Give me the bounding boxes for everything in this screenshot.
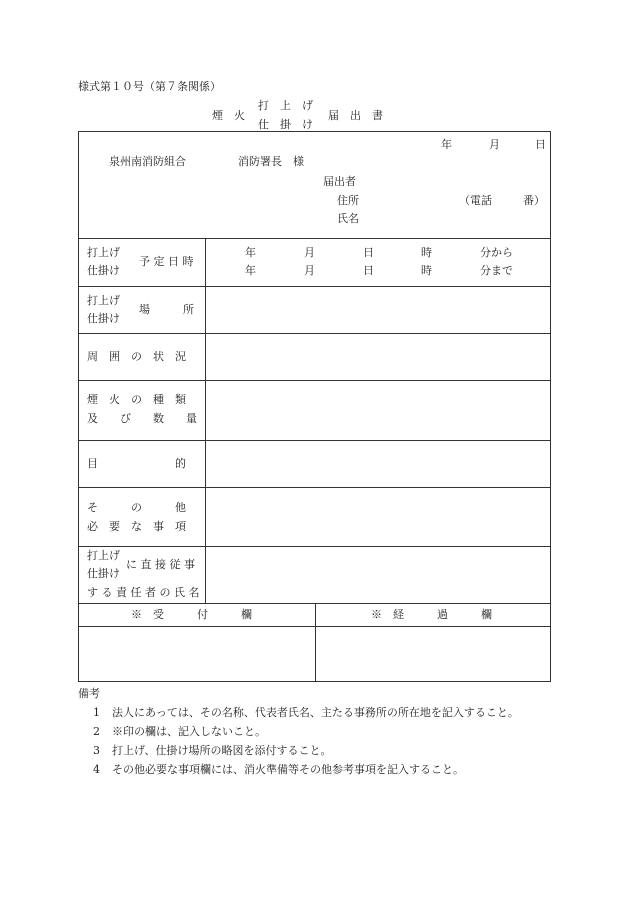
date-day-label: 日 xyxy=(535,138,546,151)
address-label: 住所 xyxy=(337,194,359,207)
date-month-label: 月 xyxy=(489,138,500,151)
title-shikake: 仕 掛 け xyxy=(258,118,313,131)
progress-column-header: ※ 経 過 欄 xyxy=(371,608,492,621)
place-label-shikake: 仕掛け xyxy=(87,312,120,325)
responsible-label-line3: す る 責 任 者 の 氏 名 xyxy=(87,586,200,599)
remarks-item-number: 1 xyxy=(93,706,100,719)
kind-label: 煙 火 の 種 類 xyxy=(87,393,186,406)
remarks-item xyxy=(78,741,332,760)
row-divider xyxy=(79,440,550,441)
schedule-from-minute: 分から xyxy=(480,246,513,259)
addressee-title: 消防署長 様 xyxy=(238,155,304,168)
place-label-main: 場 所 xyxy=(139,303,194,316)
schedule-label-main: 予 定 日 時 xyxy=(139,255,194,268)
row-divider xyxy=(79,333,550,334)
title-todokede: 届 出 書 xyxy=(328,109,383,122)
addressee-organization: 泉州南消防組合 xyxy=(109,155,186,168)
responsible-label-shikake: 仕掛け xyxy=(87,567,120,580)
title-uchiage: 打 上 げ xyxy=(258,99,313,112)
remarks-section xyxy=(78,684,519,779)
title-hanabi: 煙 火 xyxy=(212,109,245,122)
surroundings-label: 周 囲 の 状 況 xyxy=(87,350,186,363)
remarks-item-text: 法人にあっては、その名称、代表者氏名、主たる事務所の所在地を記入すること。 xyxy=(112,706,519,719)
remarks-item-number: 4 xyxy=(93,763,100,776)
row-divider xyxy=(79,286,550,287)
remarks-item-text: ※印の欄は、記入しないこと。 xyxy=(112,725,266,738)
schedule-to-year: 年 xyxy=(245,264,256,277)
reception-column-header: ※ 受 付 欄 xyxy=(131,608,252,621)
place-label-uchiage: 打上げ xyxy=(87,294,120,307)
row-divider xyxy=(79,546,550,547)
remarks-item-text: その他必要な事項欄には、消火準備等その他参考事項を記入すること。 xyxy=(112,763,464,776)
schedule-to-minute: 分まで xyxy=(480,264,513,277)
remarks-heading: 備考 xyxy=(78,687,100,700)
remarks-item xyxy=(78,760,464,779)
row-divider xyxy=(79,238,550,239)
remarks-item xyxy=(78,722,266,741)
remarks-item-number: 3 xyxy=(93,744,100,757)
notification-form xyxy=(78,131,551,682)
schedule-to-hour: 時 xyxy=(421,264,432,277)
responsible-label-side: に 直 接 従 事 xyxy=(126,558,195,571)
schedule-label-uchiage: 打上げ xyxy=(87,246,120,259)
remarks-item-text: 打上げ、仕掛け場所の略図を添付すること。 xyxy=(112,744,332,757)
schedule-from-hour: 時 xyxy=(421,246,432,259)
schedule-to-month: 月 xyxy=(304,264,315,277)
other-label: そ の 他 xyxy=(87,501,186,514)
other-required-label: 必 要 な 事 項 xyxy=(87,520,186,533)
phone-suffix: 番） xyxy=(523,194,545,207)
purpose-label: 目 的 xyxy=(87,457,186,470)
date-year-label: 年 xyxy=(441,138,452,151)
row-divider xyxy=(79,487,550,488)
name-label: 氏名 xyxy=(337,212,359,225)
schedule-to-day: 日 xyxy=(363,264,374,277)
responsible-label-uchiage: 打上げ xyxy=(87,549,120,562)
schedule-from-day: 日 xyxy=(363,246,374,259)
footer-column-divider xyxy=(315,603,316,682)
remarks-item xyxy=(78,703,519,722)
schedule-from-month: 月 xyxy=(304,246,315,259)
remarks-item-number: 2 xyxy=(93,725,100,738)
quantity-label: 及 び 数 量 xyxy=(87,412,197,425)
phone-label: （電話 xyxy=(459,194,492,207)
schedule-from-year: 年 xyxy=(245,246,256,259)
row-divider xyxy=(79,380,550,381)
label-column-divider xyxy=(205,238,206,603)
form-number: 様式第１０号（第７条関係） xyxy=(78,80,221,93)
schedule-label-shikake: 仕掛け xyxy=(87,264,120,277)
applicant-label: 届出者 xyxy=(323,175,356,188)
